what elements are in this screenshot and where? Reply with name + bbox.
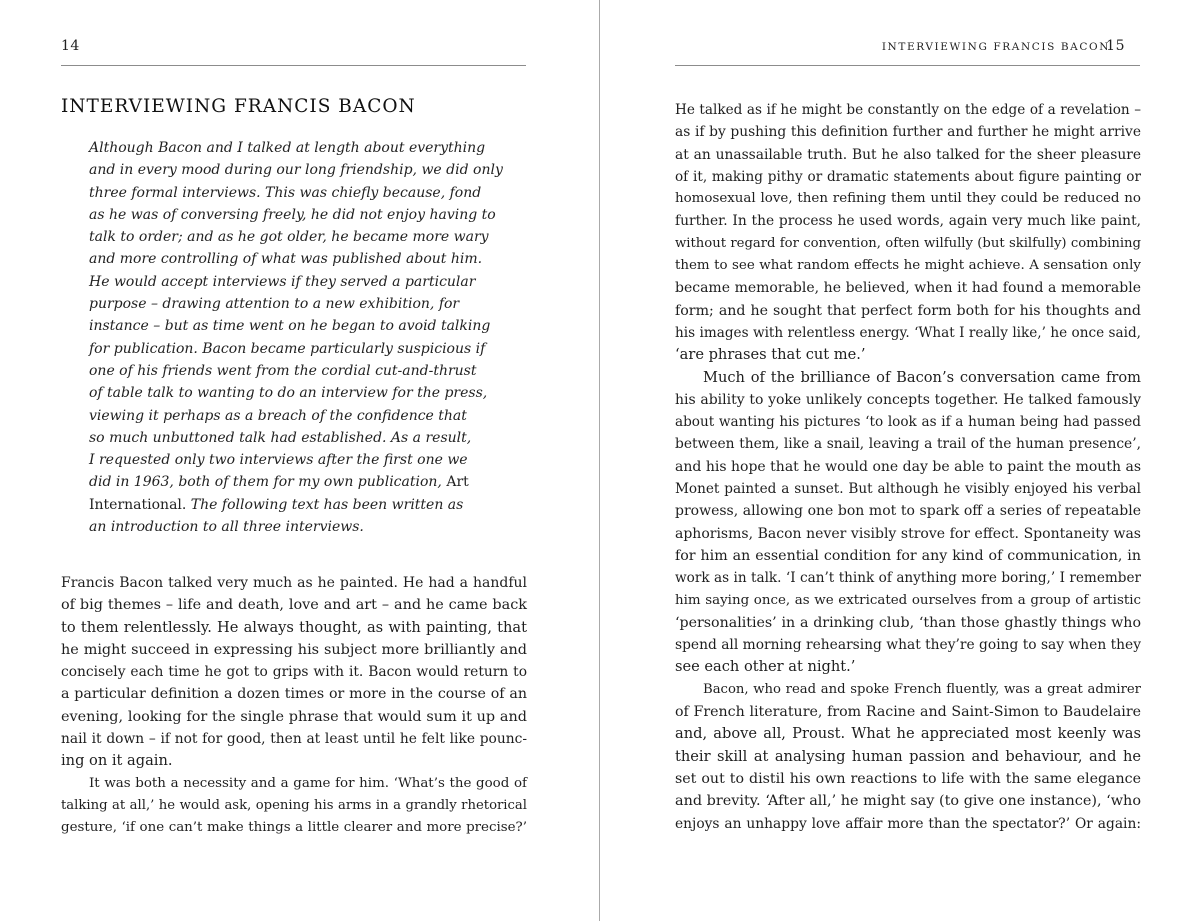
- intro-line: [89, 494, 509, 516]
- intro-line: I requested only two interviews after the first one we: [89, 452, 468, 469]
- intro-line: three formal interviews. This was chiefly because, fond: [89, 184, 482, 201]
- body-line: a particular definition a dozen times or more in the course of an: [61, 686, 527, 703]
- intro-line-text: The following text has been written as: [190, 496, 464, 513]
- intro-line: of table talk to wanting to do an interview for the press,: [89, 385, 488, 402]
- right-page: [600, 0, 1200, 921]
- body-line: as if by pushing this definition further and further he might arrive: [675, 124, 1141, 141]
- body-line: their skill at analysing human passion and behaviour, and he: [675, 747, 1141, 765]
- body-line: He talked as if he might be constantly on the edge of a revelation –: [675, 102, 1141, 118]
- intro-line: viewing it perhaps as a breach of the confidence that: [89, 407, 467, 424]
- body-line: of big themes – life and death, love and art – and he came back: [61, 597, 527, 614]
- body-line: Bacon, who read and spoke French fluently, was a great admirer: [703, 681, 1141, 697]
- body-line: for him an essential condition for any kind of communication, in: [675, 547, 1141, 564]
- body-line: further. In the process he used words, again very much like paint,: [675, 213, 1141, 230]
- body-line: It was both a necessity and a game for him. ‘What’s the good of: [89, 775, 527, 791]
- intro-line: and in every mood during our long friendship, we did only: [89, 162, 503, 179]
- body-line: and brevity. ‘After all,’ he might say (to give one instance), ‘who: [675, 793, 1141, 810]
- intro-line: talk to order; and as he got older, he became more wary: [89, 229, 489, 246]
- intro-line: instance – but as time went on he began to avoid talking: [89, 318, 491, 335]
- body-line: to them relentlessly. He always thought, as with painting, that: [61, 618, 527, 636]
- intro-line: and more controlling of what was published about him.: [89, 251, 483, 268]
- intro-line: an introduction to all three interviews.: [89, 519, 364, 536]
- body-line: and his hope that he would one day be able to paint the mouth as: [675, 458, 1141, 475]
- body-line: concisely each time he got to grips with it. Bacon would return to: [61, 664, 527, 681]
- intro-line-text: did in 1963, both of them for my own publication,: [89, 474, 442, 491]
- running-head: INTERVIEWING FRANCIS BACON: [881, 41, 1110, 53]
- body-line: spend all morning rehearsing what they’re going to say when they: [675, 637, 1141, 654]
- body-line: work as in talk. ‘I can’t think of anything more boring,’ I remember: [675, 570, 1141, 587]
- body-line: set out to distil his own reactions to life with the same elegance: [675, 770, 1141, 787]
- body-line: ‘are phrases that cut me.’: [675, 346, 866, 364]
- body-line: he might succeed in expressing his subject more brilliantly and: [61, 641, 527, 658]
- body-line: about wanting his pictures ‘to look as if a human being had passed: [675, 414, 1141, 431]
- italic-introduction: [89, 137, 509, 538]
- header-rule: [61, 65, 526, 66]
- body-line: Much of the brilliance of Bacon’s conversation came from: [703, 368, 1141, 386]
- body-line: at an unassailable truth. But he also talked for the sheer pleasure: [675, 146, 1141, 163]
- publication-title: International.: [89, 496, 187, 513]
- intro-line: He would accept interviews if they served a particular: [89, 273, 476, 290]
- intro-line: as he was of conversing freely, he did not enjoy having to: [89, 206, 496, 223]
- body-line: evening, looking for the single phrase that would sum it up and: [61, 708, 527, 725]
- body-line: and, above all, Proust. What he appreciated most keenly was: [675, 725, 1141, 743]
- intro-line: one of his friends went from the cordial cut-and-thrust: [89, 362, 477, 379]
- intro-line: [89, 471, 509, 493]
- body-line: ing on it again.: [61, 752, 173, 770]
- intro-line: for publication. Bacon became particularly suspicious if: [89, 340, 486, 357]
- body-text: [675, 99, 1141, 835]
- body-line: his images with relentless energy. ‘What I really like,’ he once said,: [675, 324, 1141, 341]
- body-line: of French literature, from Racine and Saint-Simon to Baudelaire: [675, 704, 1141, 721]
- body-line: form; and he sought that perfect form both for his thoughts and: [675, 302, 1141, 319]
- intro-line: purpose – drawing attention to a new exhibition, for: [89, 296, 460, 313]
- page-number: 15: [1106, 38, 1125, 54]
- body-line: enjoys an unhappy love affair more than the spectator?’ Or again:: [675, 815, 1141, 832]
- body-line: between them, like a snail, leaving a trail of the human presence’,: [675, 436, 1141, 453]
- body-line: him saying once, as we extricated ourselves from a group of artistic: [675, 592, 1141, 608]
- body-line: talking at all,’ he would ask, opening his arms in a grandly rhetorical: [61, 797, 527, 813]
- body-line: see each other at night.’: [675, 658, 856, 676]
- body-line: without regard for convention, often wilfully (but skilfully) combining: [675, 235, 1141, 251]
- body-line: prowess, allowing one bon mot to spark off a series of repeatable: [675, 503, 1141, 520]
- intro-line: so much unbuttoned talk had established. As a result,: [89, 429, 472, 446]
- body-line: his ability to yoke unlikely concepts together. He talked famously: [675, 391, 1141, 408]
- body-line: nail it down – if not for good, then at least until he felt like pounc-: [61, 731, 527, 748]
- body-text: [61, 572, 527, 840]
- body-line: gesture, ‘if one can’t make things a little clearer and more precise?’: [61, 820, 527, 836]
- body-line: became memorable, he believed, when it had found a memorable: [675, 280, 1141, 297]
- intro-line: Although Bacon and I talked at length about everything: [89, 140, 486, 156]
- body-line: Monet painted a sunset. But although he visibly enjoyed his verbal: [675, 481, 1141, 498]
- chapter-title: INTERVIEWING FRANCIS BACON: [61, 96, 416, 117]
- body-line: of it, making pithy or dramatic statements about figure painting or: [675, 168, 1141, 185]
- body-line: them to see what random effects he might achieve. A sensation only: [675, 258, 1141, 274]
- publication-title: Art: [446, 474, 469, 491]
- page-number: 14: [61, 38, 80, 54]
- body-line: ‘personalities’ in a drinking club, ‘than those ghastly things who: [675, 614, 1141, 631]
- body-line: Francis Bacon talked very much as he painted. He had a handful: [61, 575, 527, 591]
- body-line: aphorisms, Bacon never visibly strove for effect. Spontaneity was: [675, 525, 1141, 542]
- body-line: homosexual love, then refining them until they could be reduced no: [675, 191, 1141, 207]
- header-rule: [675, 65, 1140, 66]
